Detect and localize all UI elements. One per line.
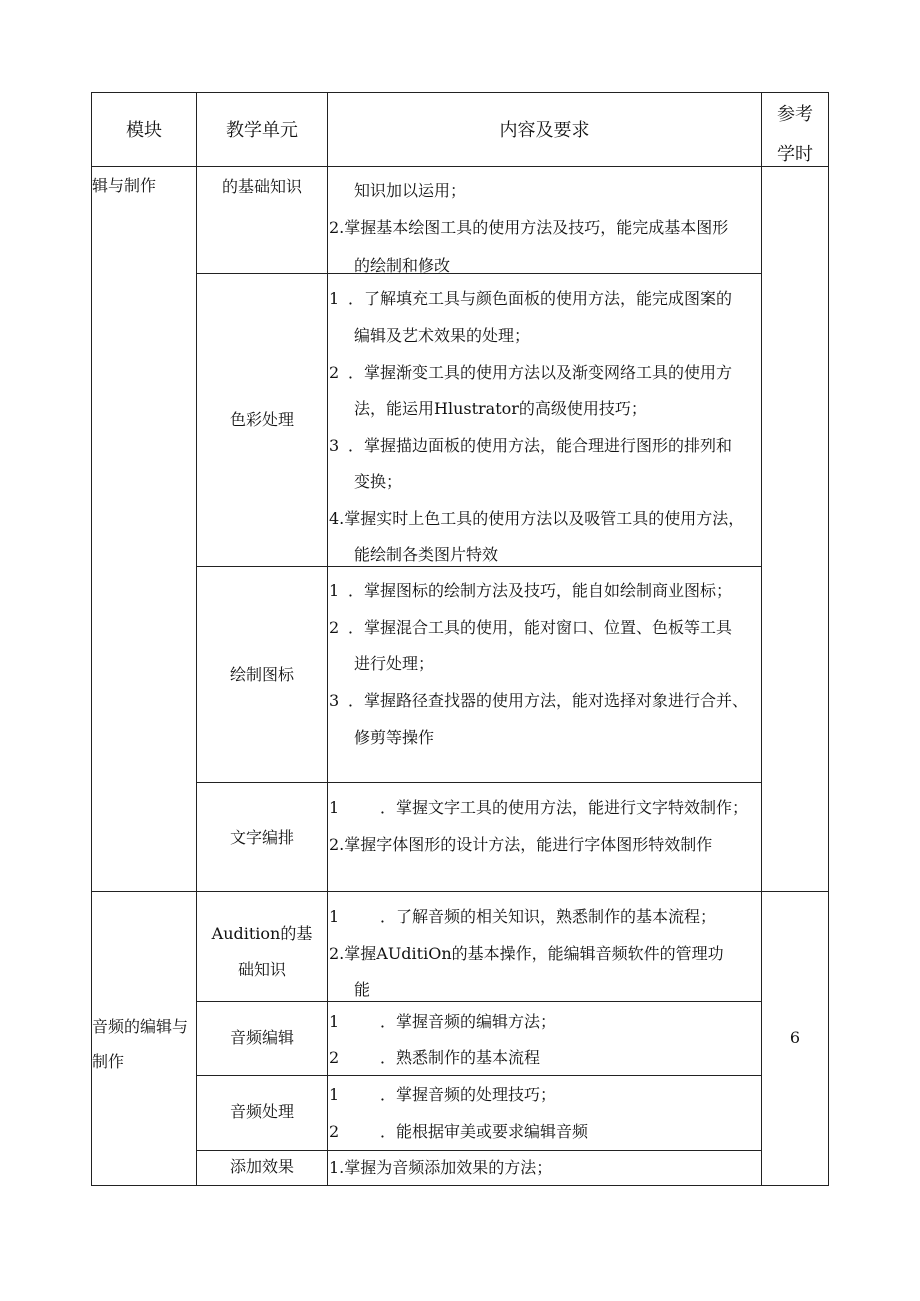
header-hours-line1: 参考 — [777, 104, 813, 125]
item-number: 2 — [329, 1122, 340, 1141]
content-line: 的绘制和修改 — [354, 256, 451, 275]
header-content: 内容及要求 — [499, 120, 590, 141]
item-number: 2 — [329, 1048, 340, 1067]
content-line: 进行处理； — [354, 654, 435, 673]
content-line: 变换； — [354, 472, 403, 491]
content-line: ．掌握音频的处理技巧； — [380, 1085, 557, 1104]
item-number: 1 — [329, 907, 340, 926]
unit-cell: 文字编排 — [229, 828, 294, 847]
unit-cell-line2: 础知识 — [237, 960, 286, 979]
unit-cell: 的基础知识 — [221, 177, 302, 196]
content-line: 能 — [354, 980, 371, 999]
table-border-right — [828, 92, 829, 1186]
item-number: 1 — [329, 289, 340, 308]
item-number: 3 — [329, 436, 340, 455]
unit-cell: 音频编辑 — [229, 1028, 294, 1047]
content-line: ．掌握文字工具的使用方法，能进行文字特效制作； — [380, 798, 749, 817]
content-line: ．能根据审美或要求编辑音频 — [380, 1122, 589, 1141]
content-line: 法，能运用Hlustrator的高级使用技巧； — [354, 399, 647, 418]
module-divider — [91, 891, 829, 892]
unit-cell: 绘制图标 — [229, 665, 294, 684]
content-line: ．掌握混合工具的使用，能对窗口、位置、色板等工具 — [348, 618, 733, 637]
column-divider — [196, 92, 197, 1186]
content-line: 1.掌握为音频添加效果的方法； — [329, 1158, 553, 1177]
content-line: ．掌握渐变工具的使用方法以及渐变网络工具的使用方 — [348, 363, 733, 382]
item-number: 1 — [329, 1012, 340, 1031]
content-line: 修剪等操作 — [354, 728, 435, 747]
unit-cell: 添加效果 — [229, 1157, 294, 1176]
item-number: 2 — [329, 363, 340, 382]
header-module: 模块 — [126, 120, 162, 141]
content-line: 2.掌握字体图形的设计方法，能进行字体图形特效制作 — [329, 835, 713, 854]
unit-cell: 色彩处理 — [229, 410, 294, 429]
row-divider — [197, 273, 762, 274]
header-divider — [91, 166, 829, 167]
module-cell-line1: 音频的编辑与 — [92, 1017, 189, 1036]
item-number: 1 — [329, 581, 340, 600]
table-border-top — [91, 92, 829, 93]
column-divider — [327, 92, 328, 1186]
module-cell: 辑与制作 — [92, 176, 157, 195]
item-number: 1 — [329, 1085, 340, 1104]
content-line: ．掌握描边面板的使用方法，能合理进行图形的排列和 — [348, 436, 733, 455]
content-line: ．了解音频的相关知识，熟悉制作的基本流程； — [380, 907, 717, 926]
item-number: 2 — [329, 618, 340, 637]
column-divider — [761, 92, 762, 1186]
row-divider — [197, 1075, 762, 1076]
row-divider — [197, 1001, 762, 1002]
content-line: 2.掌握基本绘图工具的使用方法及技巧，能完成基本图形 — [329, 218, 729, 237]
content-line: ．了解填充工具与颜色面板的使用方法，能完成图案的 — [348, 289, 733, 308]
row-divider — [197, 566, 762, 567]
content-line: ．掌握音频的编辑方法； — [380, 1012, 557, 1031]
item-number: 3 — [329, 691, 340, 710]
row-divider — [197, 782, 762, 783]
content-line: ．掌握图标的绘制方法及技巧，能自如绘制商业图标； — [348, 581, 733, 600]
row-divider — [197, 1150, 762, 1151]
header-unit: 教学单元 — [226, 120, 298, 141]
header-hours-line2: 学时 — [777, 144, 813, 165]
content-line: ．掌握路径查找器的使用方法，能对选择对象进行合并、 — [348, 691, 749, 710]
module-cell-line2: 制作 — [92, 1052, 125, 1071]
content-line: 2.掌握AUditiOn的基本操作，能编辑音频软件的管理功 — [329, 944, 724, 963]
item-number: 1 — [329, 798, 340, 817]
hours-cell: 6 — [789, 1028, 801, 1047]
content-line: 编辑及艺术效果的处理； — [354, 326, 531, 345]
content-line: ．熟悉制作的基本流程 — [380, 1048, 541, 1067]
unit-cell-line1: Audition的基 — [211, 924, 313, 943]
table-border-bottom — [91, 1185, 829, 1186]
content-line: 4.掌握实时上色工具的使用方法以及吸管工具的使用方法， — [329, 509, 745, 528]
content-line: 知识加以运用； — [354, 181, 467, 200]
unit-cell: 音频处理 — [229, 1102, 294, 1121]
content-line: 能绘制各类图片特效 — [354, 545, 499, 564]
